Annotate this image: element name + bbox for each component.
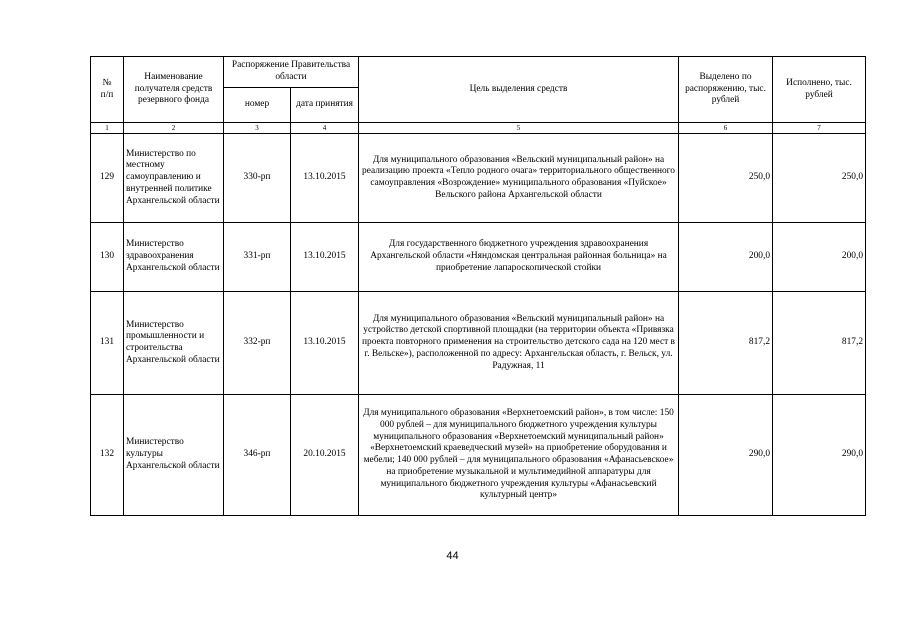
row-executed: 817,2	[773, 292, 866, 395]
row-order-number: 332-рп	[224, 292, 291, 395]
row-order-date: 13.10.2015	[291, 223, 359, 292]
row-executed: 290,0	[773, 395, 866, 516]
header-purpose: Цель выделения средств	[359, 57, 679, 123]
header-recipient: Наименование получателя средств резервного фонда	[124, 57, 224, 123]
column-index: 5	[359, 123, 679, 134]
column-index: 6	[679, 123, 773, 134]
row-num: 131	[91, 292, 124, 395]
header-order-group: Распоряжение Правительства области	[224, 57, 359, 88]
row-order-number: 346-рп	[224, 395, 291, 516]
row-allocated: 200,0	[679, 223, 773, 292]
header-order-number: номер	[224, 88, 291, 123]
header-num: № п/п	[91, 57, 124, 123]
row-num: 129	[91, 134, 124, 223]
row-num: 132	[91, 395, 124, 516]
row-purpose: Для муниципального образования «Верхнетоемский район», в том числе: 150 000 рублей – для муниципального бюджетного учреждения культуры муниципального образования «Верхнетоемский муниципальный район» «Верхнетоемский краеведческий музей» на приобретение оборудования и мебели; 140 000 рублей – для муниципального образования «Афанасьевское» на приобретение музыкальной и мультимедийной аппаратуры для муниципального бюджетного учреждения культуры «Афанасьевский культурный центр»	[359, 395, 679, 516]
row-order-date: 13.10.2015	[291, 292, 359, 395]
row-order-number: 330-рп	[224, 134, 291, 223]
row-purpose: Для государственного бюджетного учреждения здравоохранения Архангельской области «Няндомская центральная районная больница» на приобретение лапароскопической стойки	[359, 223, 679, 292]
row-allocated: 817,2	[679, 292, 773, 395]
row-purpose: Для муниципального образования «Вельский муниципальный район» на реализацию проекта «Тепло родного очага» территориального общественного самоуправления «Возрождение» муниципального образования «Пуйское» Вельского района Архангельской области	[359, 134, 679, 223]
row-order-number: 331-рп	[224, 223, 291, 292]
row-recipient: Министерство по местному самоуправлению и внутренней политике Архангельской области	[124, 134, 224, 223]
column-index: 4	[291, 123, 359, 134]
table-row	[91, 395, 866, 516]
row-allocated: 250,0	[679, 134, 773, 223]
row-recipient: Министерство культуры Архангельской области	[124, 395, 224, 516]
header-allocated: Выделено по распоряжению, тыс. рублей	[679, 57, 773, 123]
column-index: 3	[224, 123, 291, 134]
row-allocated: 290,0	[679, 395, 773, 516]
table-row	[91, 134, 866, 223]
row-num: 130	[91, 223, 124, 292]
table-row	[91, 223, 866, 292]
column-index-row	[91, 123, 866, 134]
row-executed: 250,0	[773, 134, 866, 223]
row-order-date: 20.10.2015	[291, 395, 359, 516]
row-recipient: Министерство промышленности и строительства Архангельской области	[124, 292, 224, 395]
row-recipient: Министерство здравоохранения Архангельской области	[124, 223, 224, 292]
header-executed: Исполнено, тыс. рублей	[773, 57, 866, 123]
column-index: 7	[773, 123, 866, 134]
row-order-date: 13.10.2015	[291, 134, 359, 223]
row-executed: 200,0	[773, 223, 866, 292]
column-index: 2	[124, 123, 224, 134]
page-number: 44	[446, 550, 459, 562]
row-purpose: Для муниципального образования «Вельский муниципальный район» на устройство детской спортивной площадки (на территории объекта «Привязка проекта повторного применения на строительство детского сада на 120 мест в г. Вельске»), расположенной по адресу: Архангельская область, г. Вельск, ул. Радужная, 11	[359, 292, 679, 395]
reserve-fund-table	[90, 56, 866, 516]
column-index: 1	[91, 123, 124, 134]
table-row	[91, 292, 866, 395]
header-order-date: дата принятия	[291, 88, 359, 123]
